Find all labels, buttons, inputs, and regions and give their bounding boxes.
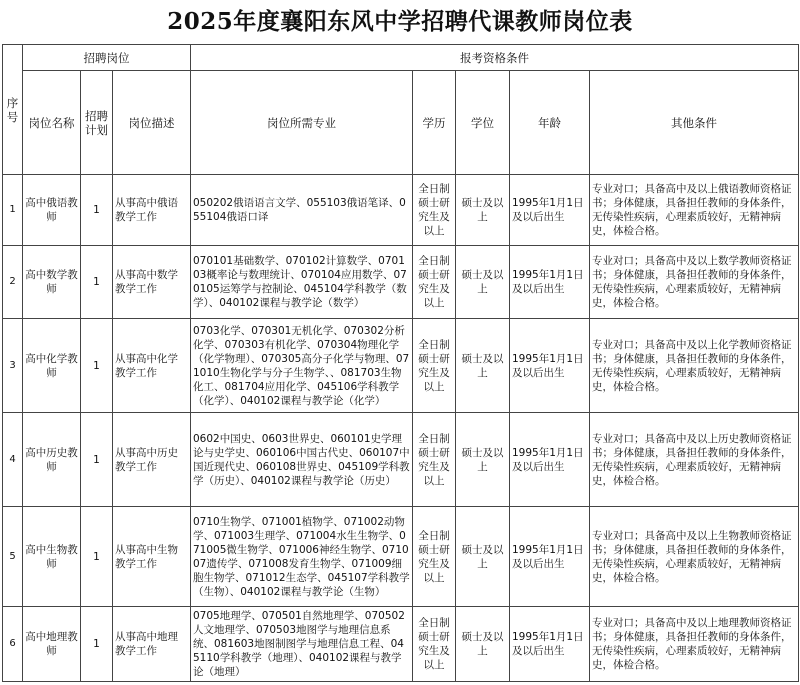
cell-description: 从事高中数学教学工作 xyxy=(113,246,191,319)
cell-age: 1995年1月1日及以后出生 xyxy=(510,319,590,413)
header-group-row xyxy=(3,45,799,71)
cell-description: 从事高中生物教学工作 xyxy=(113,507,191,607)
cell-description: 从事高中俄语教学工作 xyxy=(113,175,191,246)
cell-plan: 1 xyxy=(81,175,113,246)
cell-education: 全日制硕士研究生及以上 xyxy=(413,175,456,246)
cell-seq: 6 xyxy=(3,607,23,682)
header-description: 岗位描述 xyxy=(113,71,191,175)
cell-age: 1995年1月1日及以后出生 xyxy=(510,507,590,607)
cell-education: 全日制硕士研究生及以上 xyxy=(413,413,456,507)
cell-age: 1995年1月1日及以后出生 xyxy=(510,175,590,246)
cell-other: 专业对口；具备高中及以上生物教师资格证书；身体健康，具备担任教师的身体条件，无传染性疾病，心理素质较好，无精神病史，体检合格。 xyxy=(590,507,799,607)
cell-degree: 硕士及以上 xyxy=(456,413,510,507)
cell-major: 070101基础数学、070102计算数学、070103概率论与数理统计、070104应用数学、070105运筹学与控制论、045104学科教学（数学）、040102课程与教学论（数学） xyxy=(191,246,413,319)
cell-major: 0703化学、070301无机化学、070302分析化学、070303有机化学、070304物理化学（化学物理）、070305高分子化学与物理、071010生物化学与分子生物学、、081703生物化工、081704应用化学、045106学科教学（化学）、040102课程与教学论（化学） xyxy=(191,319,413,413)
cell-other: 专业对口；具备高中及以上数学教师资格证书；身体健康，具备担任教师的身体条件，无传染性疾病，心理素质较好，无精神病史，体检合格。 xyxy=(590,246,799,319)
cell-post-name: 高中俄语教师 xyxy=(23,175,81,246)
cell-degree: 硕士及以上 xyxy=(456,607,510,682)
cell-post-name: 高中数学教师 xyxy=(23,246,81,319)
header-age: 年龄 xyxy=(510,71,590,175)
cell-seq: 4 xyxy=(3,413,23,507)
cell-major: 0710生物学、071001植物学、071002动物学、071003生理学、071004水生生物学、071005微生物学、071006神经生物学、071007遗传学、071008发育生物学、071009细胞生物学、071012生态学、045107学科教学（生物）、040102课程与教学论（生物） xyxy=(191,507,413,607)
cell-seq: 3 xyxy=(3,319,23,413)
cell-education: 全日制硕士研究生及以上 xyxy=(413,246,456,319)
cell-degree: 硕士及以上 xyxy=(456,246,510,319)
cell-other: 专业对口；具备高中及以上化学教师资格证书；身体健康，具备担任教师的身体条件，无传染性疾病，心理素质较好，无精神病史，体检合格。 xyxy=(590,319,799,413)
table-row xyxy=(3,507,799,607)
cell-other: 专业对口；具备高中及以上俄语教师资格证书；身体健康，具备担任教师的身体条件，无传染性疾病，心理素质较好，无精神病史，体检合格。 xyxy=(590,175,799,246)
cell-education: 全日制硕士研究生及以上 xyxy=(413,507,456,607)
cell-education: 全日制硕士研究生及以上 xyxy=(413,607,456,682)
table-row xyxy=(3,246,799,319)
table-row xyxy=(3,607,799,682)
table-row xyxy=(3,413,799,507)
cell-description: 从事高中化学教学工作 xyxy=(113,319,191,413)
header-plan: 招聘计划 xyxy=(81,71,113,175)
cell-age: 1995年1月1日及以后出生 xyxy=(510,246,590,319)
cell-seq: 1 xyxy=(3,175,23,246)
cell-post-name: 高中生物教师 xyxy=(23,507,81,607)
header-education: 学历 xyxy=(413,71,456,175)
cell-education: 全日制硕士研究生及以上 xyxy=(413,319,456,413)
header-row xyxy=(3,71,799,175)
cell-post-name: 高中化学教师 xyxy=(23,319,81,413)
header-degree: 学位 xyxy=(456,71,510,175)
cell-degree: 硕士及以上 xyxy=(456,507,510,607)
cell-plan: 1 xyxy=(81,413,113,507)
cell-other: 专业对口；具备高中及以上地理教师资格证书；身体健康，具备担任教师的身体条件，无传染性疾病，心理素质较好，无精神病史，体检合格。 xyxy=(590,607,799,682)
cell-major: 0705地理学、070501自然地理学、070502人文地理学、070503地图学与地理信息系统、081603地图制图学与地理信息工程、045110学科教学（地理）、040102课程与教学论（地理） xyxy=(191,607,413,682)
cell-plan: 1 xyxy=(81,319,113,413)
header-requirements-group: 报考资格条件 xyxy=(191,45,799,71)
cell-degree: 硕士及以上 xyxy=(456,175,510,246)
page-title: 2025年度襄阳东风中学招聘代课教师岗位表 xyxy=(167,8,633,35)
cell-plan: 1 xyxy=(81,246,113,319)
cell-age: 1995年1月1日及以后出生 xyxy=(510,413,590,507)
positions-table xyxy=(2,44,799,682)
cell-plan: 1 xyxy=(81,507,113,607)
cell-post-name: 高中历史教师 xyxy=(23,413,81,507)
cell-age: 1995年1月1日及以后出生 xyxy=(510,607,590,682)
header-post-name: 岗位名称 xyxy=(23,71,81,175)
header-seq: 序号 xyxy=(3,45,23,175)
cell-seq: 5 xyxy=(3,507,23,607)
table-row xyxy=(3,319,799,413)
cell-other: 专业对口；具备高中及以上历史教师资格证书；身体健康，具备担任教师的身体条件，无传染性疾病，心理素质较好，无精神病史，体检合格。 xyxy=(590,413,799,507)
cell-seq: 2 xyxy=(3,246,23,319)
cell-post-name: 高中地理教师 xyxy=(23,607,81,682)
cell-degree: 硕士及以上 xyxy=(456,319,510,413)
cell-major: 050202俄语语言文学、055103俄语笔译、055104俄语口译 xyxy=(191,175,413,246)
cell-description: 从事高中历史教学工作 xyxy=(113,413,191,507)
cell-major: 0602中国史、0603世界史、060101史学理论与史学史、060106中国古代史、060107中国近现代史、060108世界史、045109学科教学（历史）、040102课程与教学论（历史） xyxy=(191,413,413,507)
cell-description: 从事高中地理教学工作 xyxy=(113,607,191,682)
header-other: 其他条件 xyxy=(590,71,799,175)
table-row xyxy=(3,175,799,246)
cell-plan: 1 xyxy=(81,607,113,682)
header-major: 岗位所需专业 xyxy=(191,71,413,175)
header-post-group: 招聘岗位 xyxy=(23,45,191,71)
